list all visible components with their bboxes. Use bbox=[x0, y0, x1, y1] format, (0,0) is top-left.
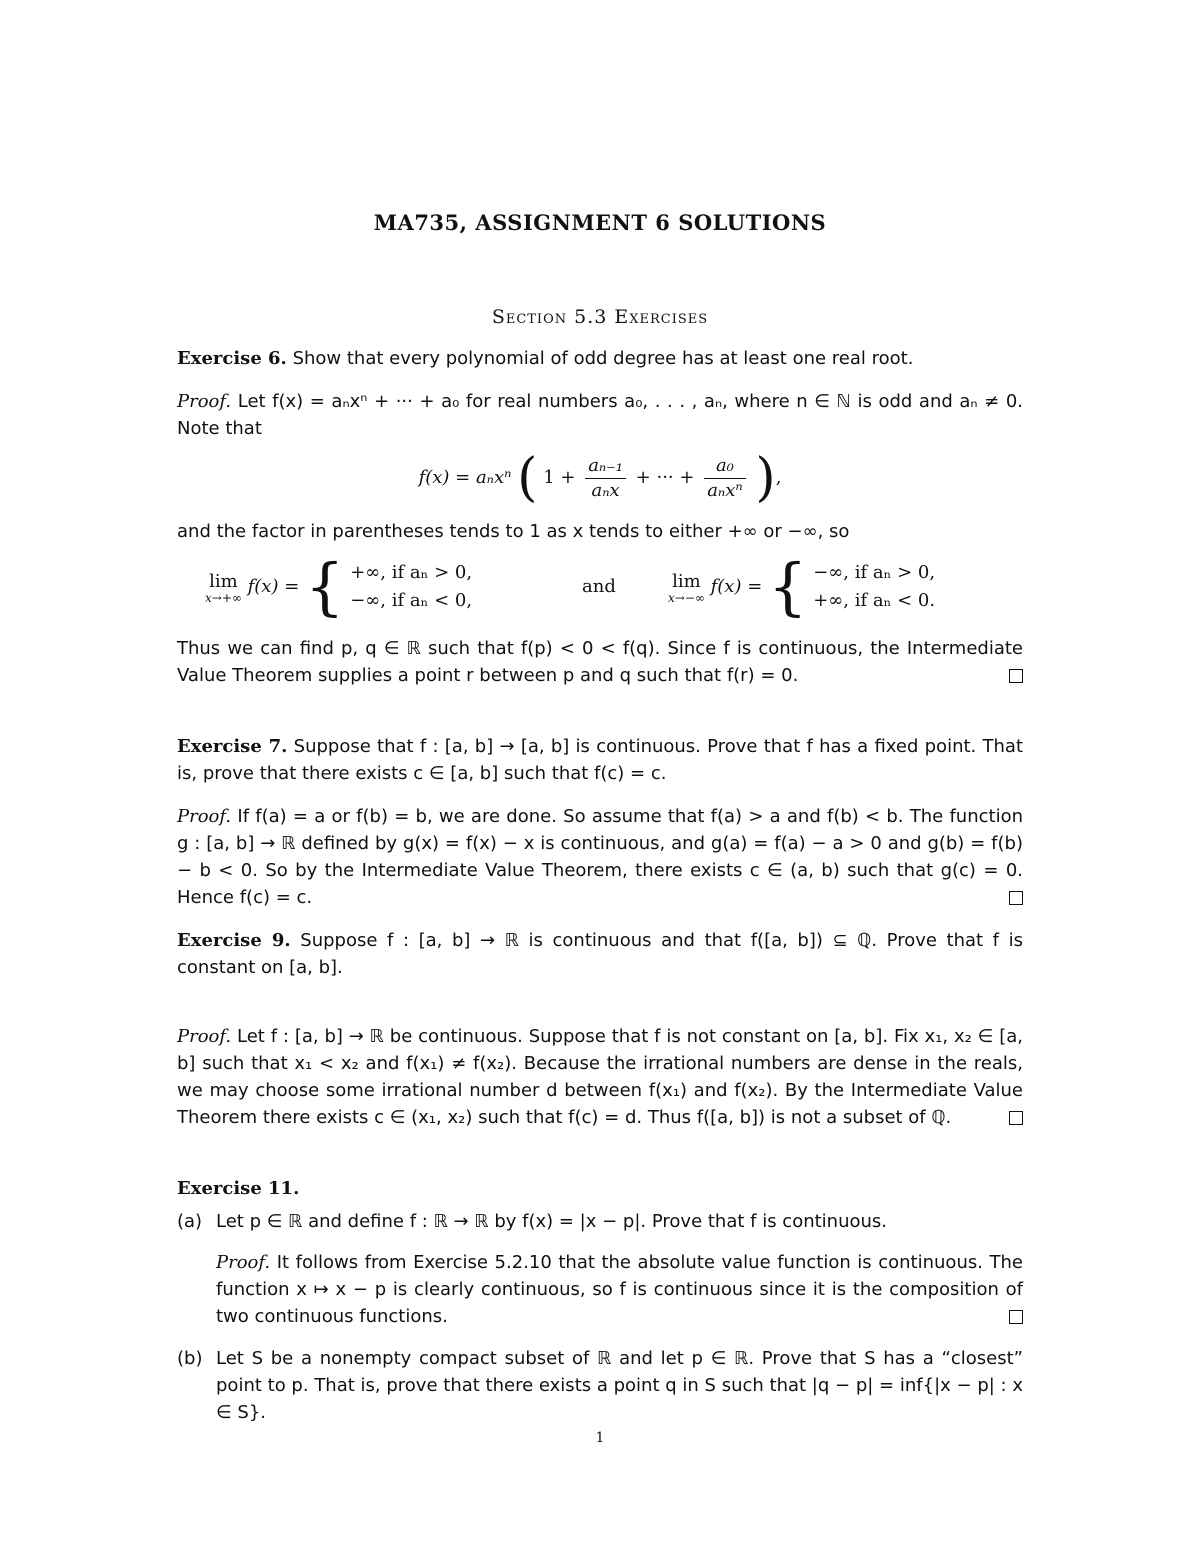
limit-minus-infinity bbox=[668, 550, 936, 623]
exercise-7-statement bbox=[177, 733, 1023, 787]
fraction-2-numerator: a₀ bbox=[704, 454, 745, 479]
part-b-label: (b) bbox=[177, 1348, 203, 1369]
eq-end: , bbox=[775, 467, 782, 488]
fraction-1 bbox=[585, 454, 626, 503]
lim-1 bbox=[205, 571, 242, 604]
qed-square-icon bbox=[1009, 1111, 1023, 1125]
brace-2: { bbox=[768, 550, 808, 623]
exercise-11-part-a-proof bbox=[216, 1249, 1023, 1330]
cases-2 bbox=[813, 559, 935, 615]
eq-one: 1 + bbox=[543, 467, 576, 488]
qed-square-icon bbox=[1009, 669, 1023, 683]
and-word: and bbox=[582, 576, 616, 597]
lim-1-sub: x→+∞ bbox=[205, 590, 242, 605]
right-paren: ) bbox=[755, 448, 776, 508]
exercise-11-part-a bbox=[177, 1208, 1023, 1235]
exercise-11-part-b bbox=[177, 1345, 1023, 1426]
case-2-2: +∞, if aₙ < 0. bbox=[813, 590, 936, 611]
lim-2 bbox=[668, 571, 705, 604]
case-1-1: +∞, if aₙ > 0, bbox=[350, 562, 473, 583]
exercise-6-proof-p3-text: Thus we can find p, q ∈ ℝ such that f(p) < 0 < f(q). Since f is continuous, the Intermediate Value Theorem supplies a point r between p and q such that f(r) = 0. bbox=[177, 638, 1023, 686]
exercise-7-text: Suppose that f : [a, b] → [a, b] is continuous. Prove that f has a fixed point. That is, prove that there exists c ∈ [a, b] such that f(c) = c. bbox=[177, 736, 1024, 784]
part-a-statement: Let p ∈ ℝ and define f : ℝ → ℝ by f(x) = |x − p|. Prove that f is continuous. bbox=[216, 1211, 888, 1232]
page-number: 1 bbox=[595, 1430, 605, 1446]
exercise-6-proof-p3 bbox=[177, 635, 1023, 689]
exercise-6-proof-p1: Let f(x) = aₙxⁿ + ··· + a₀ for real numbers a₀, . . . , aₙ, where n ∈ ℕ is odd and aₙ ≠ 0. Note that bbox=[177, 391, 1023, 439]
proof-label: Proof. bbox=[177, 806, 232, 827]
left-paren: ( bbox=[517, 448, 538, 508]
part-a-proof-text: It follows from Exercise 5.2.10 that the absolute value function is continuous. The function x ↦ x − p is clearly continuous, so f is continuous since it is the composition of two continuous functions. bbox=[216, 1252, 1023, 1327]
exercise-7-proof bbox=[177, 803, 1023, 911]
cases-1 bbox=[350, 559, 472, 615]
fraction-1-numerator: aₙ₋₁ bbox=[585, 454, 626, 479]
fraction-2-denominator: aₙxⁿ bbox=[707, 479, 743, 501]
exercise-11-label: Exercise 11. bbox=[177, 1178, 300, 1199]
brace-1: { bbox=[305, 550, 345, 623]
exercise-6-proof-p2-text: and the factor in parentheses tends to 1 as x tends to either +∞ or −∞, so bbox=[177, 521, 850, 542]
exercise-7-proof-text: If f(a) = a or f(b) = b, we are done. So assume that f(a) > a and f(b) < b. The function g : [a, b] → ℝ defined by g(x) = f(x) − x is continuous, and g(a) = f(a) − a > 0 and g(b) = f(b) − b < 0. So by the Intermediate Value Theorem, there exists c ∈ (a, b) such that g(c) = 0. Hence f(c) = c. bbox=[177, 806, 1023, 908]
exercise-6-proof-intro bbox=[177, 388, 1023, 442]
exercise-6-statement bbox=[177, 345, 1023, 372]
qed-square-icon bbox=[1009, 1310, 1023, 1324]
part-b-statement: Let S be a nonempty compact subset of ℝ and let p ∈ ℝ. Prove that S has a “closest” point to p. That is, prove that there exists a point q in S such that |q − p| = inf{|x − p| : x ∈ S}. bbox=[216, 1348, 1023, 1423]
proof-label: Proof. bbox=[216, 1252, 271, 1273]
part-a-label: (a) bbox=[177, 1211, 203, 1232]
exercise-9-text: Suppose f : [a, b] → ℝ is continuous and that f([a, b]) ⊆ ℚ. Prove that f is constant on [a, b]. bbox=[177, 930, 1023, 978]
limit-plus-infinity bbox=[205, 550, 473, 623]
exercise-9-statement bbox=[177, 927, 1023, 981]
lim-2-word: lim bbox=[672, 570, 701, 592]
exercise-9-proof-text: Let f : [a, b] → ℝ be continuous. Suppose that f is not constant on [a, b]. Fix x₁, x₂ ∈ [a, b] such that x₁ < x₂ and f(x₁) ≠ f(x₂). Because the irrational numbers are dense in the reals, we may choose some irrational number d between f(x₁) and f(x₂). By the Intermediate Value Theorem there exists c ∈ (x₁, x₂) such that f(c) = d. Thus f([a, b]) is not a subset of ℚ. bbox=[177, 1026, 1023, 1128]
fraction-1-denominator: aₙx bbox=[591, 479, 620, 501]
proof-label: Proof. bbox=[177, 391, 232, 412]
exercise-6-text: Show that every polynomial of odd degree has at least one real root. bbox=[292, 348, 914, 369]
lim-2-fx: f(x) = bbox=[710, 576, 763, 597]
exercise-9-proof bbox=[177, 1023, 1023, 1131]
fraction-2 bbox=[704, 454, 745, 503]
exercise-6-proof-p2 bbox=[177, 518, 1023, 545]
lim-1-fx: f(x) = bbox=[247, 576, 300, 597]
document-title: MA735, ASSIGNMENT 6 SOLUTIONS bbox=[373, 210, 827, 235]
qed-square-icon bbox=[1009, 891, 1023, 905]
case-2-1: −∞, if aₙ > 0, bbox=[813, 562, 936, 583]
lim-2-sub: x→−∞ bbox=[668, 590, 705, 605]
lim-1-word: lim bbox=[209, 570, 238, 592]
exercise-11-heading bbox=[177, 1175, 1023, 1202]
section-heading: Section 5.3 Exercises bbox=[491, 306, 709, 328]
case-1-2: −∞, if aₙ < 0, bbox=[350, 590, 473, 611]
exercise-9-label: Exercise 9. bbox=[177, 930, 291, 951]
exercise-7-label: Exercise 7. bbox=[177, 736, 288, 757]
equation-factorization bbox=[0, 448, 1200, 508]
eq-lhs: f(x) = aₙxⁿ bbox=[418, 467, 512, 488]
exercise-6-label: Exercise 6. bbox=[177, 348, 287, 369]
eq-mid: + ··· + bbox=[635, 467, 695, 488]
proof-label: Proof. bbox=[177, 1026, 232, 1047]
